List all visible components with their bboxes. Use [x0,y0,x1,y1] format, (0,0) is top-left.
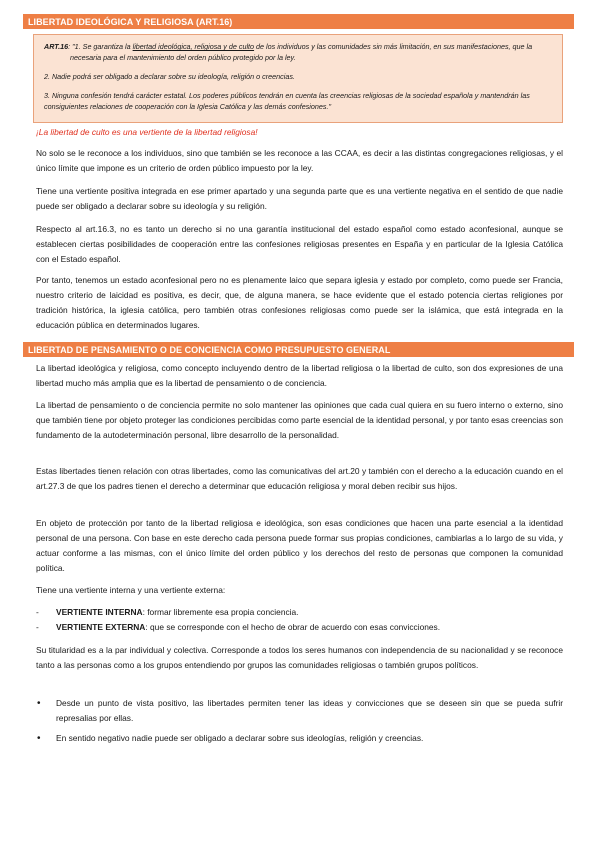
paragraph: Tiene una vertiente positiva integrada en ese primer apartado y una segunda parte que es una vertiente negativa en el sentido de que nadie puede ser obligado a declarar sobre su ideología y su religión. [36,186,563,211]
highlight-note: ¡La libertad de culto es una vertiente de la libertad religiosa! [36,127,258,137]
dash-marker: - [36,607,39,617]
bullet-list [36,696,563,751]
section-header-libertad-ideologica: LIBERTAD IDEOLÓGICA Y RELIGIOSA (ART.16) [23,14,574,29]
quote-text: : "1. Se garantiza la [68,42,133,51]
list-item-text: : que se corresponde con el hecho de obrar de acuerdo con esas convicciones. [145,622,441,632]
bullet-icon: • [37,733,41,744]
list-item-term: VERTIENTE EXTERNA [56,622,146,632]
quote-paragraph-2: 2. Nadie podrá ser obligado a declarar sobre su ideología, religión o creencias. [44,72,295,81]
paragraph: Su titularidad es a la par individual y colectiva. Corresponde a todos los seres humanos con independencia de su nacionalidad y se reconoce tanto a las personas como a los grupos entendiendo por grupos las comunidades religiosas o también grupos políticos. [36,645,563,670]
constitution-quote-box [33,34,563,123]
list-item [36,731,563,746]
paragraph: La libertad de pensamiento o de conciencia permite no solo mantener las opiniones que cada cual quiera en su fuero interno o externo, sino que también tiene por objeto proteger las condiciones percibidas como parte esencial de la identidad personal, y por tanto esas creencias son fundamento de la autodeterminación personal, libre desarrollo de la personalidad. [36,400,563,440]
list-item [36,605,563,620]
list-item-text: En sentido negativo nadie puede ser obligado a declarar sobre sus ideologías, religión y creencias. [56,733,424,743]
dash-marker: - [36,622,39,632]
list-item [36,696,563,726]
quote-text: de los individuos y las comunidades sin más limitación, en sus manifestaciones, que la necesaria para el mantenimiento del orden público protegido por la ley. [70,42,533,62]
vertientes-list [36,605,563,635]
quote-article-label: ART.16 [44,42,69,51]
paragraph: Por tanto, tenemos un estado aconfesional pero no es plenamente laico que separa iglesia y estado por completo, como puede ser Francia, nuestro criterio de laicidad es positiva, es decir, que, de alguna manera, se hace evidente que el estado potencia ciertas religiones por tradición histórica, la iglesia católica, pero también otras confesiones religiosas como puede ser la islámica, que está integrada en la educación pública en determinados lugares. [36,275,563,330]
paragraph: Tiene una vertiente interna y una vertiente externa: [36,585,226,595]
bullet-icon: • [37,698,41,709]
list-item [36,620,563,635]
section-header-libertad-pensamiento: LIBERTAD DE PENSAMIENTO O DE CONCIENCIA COMO PRESUPUESTO GENERAL [23,342,574,357]
list-item-term: VERTIENTE INTERNA [56,607,143,617]
paragraph: Estas libertades tienen relación con otras libertades, como las comunicativas del art.20 y también con el derecho a la educación cuando en el art.27.3 de que los padres tienen el derecho a determinar que educación religiosa y moral deben recibir sus hijos. [36,466,563,491]
list-item-text: Desde un punto de vista positivo, las libertades permiten tener las ideas y convicciones que se deseen sin que se pueda sufrir represalias por ellas. [56,698,563,723]
paragraph: No solo se le reconoce a los individuos, sino que también se les reconoce a las CCAA, es decir a las distintas congregaciones religiosas, y el único límite que impone es un criterio de orden público impuesto por la ley. [36,148,563,173]
paragraph: La libertad ideológica y religiosa, como concepto incluyendo dentro de la libertad religiosa o la libertad de culto, son dos expresiones de una libertad mucho más amplia que es la libertad de pensamiento o de conciencia. [36,363,563,388]
paragraph: Respecto al art.16.3, no es tanto un derecho si no una garantía institucional del estado español como estado aconfesional, aunque se establecen ciertas posibilidades de cooperación entre las confesiones religiosas presentes en España y en particular de la Iglesia Católica con el Estado español. [36,224,563,264]
quote-paragraph-1 [44,41,552,63]
quote-paragraph-3: 3. Ninguna confesión tendrá carácter estatal. Los poderes públicos tendrán en cuenta las creencias religiosas de la sociedad española y mantendrán las consiguientes relaciones de cooperación con la Iglesia Católica y las demás confesiones." [44,91,530,111]
quote-underlined-text: libertad ideológica, religiosa y de culto [132,42,255,51]
list-item-text: : formar libremente esa propia conciencia. [142,607,299,617]
paragraph: En objeto de protección por tanto de la libertad religiosa e ideológica, son esas condiciones que hacen una parte esencial a la identidad personal de una persona. Con base en este derecho cada persona puede formar sus propias condiciones, cambiarlas a lo largo de su vida, y actuar conforme a las mismas, con el único límite del orden público y los derechos del resto de personas que componen la comunidad política. [36,518,563,573]
